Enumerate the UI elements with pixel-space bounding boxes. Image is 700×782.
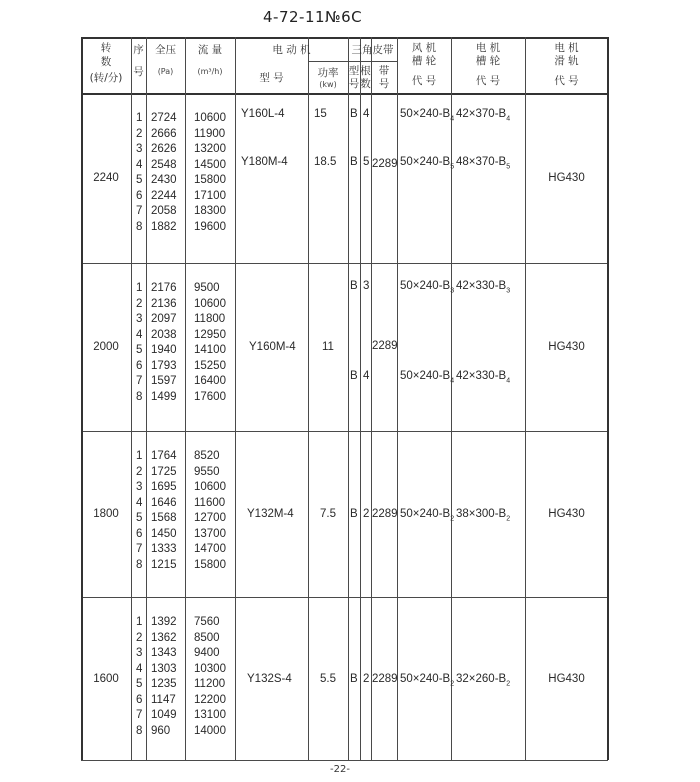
cell-text: 1: [136, 112, 143, 124]
fan-pulley-code: [400, 279, 454, 298]
fan-pulley-code: [400, 155, 454, 174]
cell-text: 1882: [151, 220, 177, 233]
cell-text: 2000: [93, 341, 119, 353]
cell-text: 1: [136, 450, 143, 462]
cell-text: 8: [136, 390, 143, 403]
cell-text: 3: [136, 481, 143, 493]
cell-text: 8: [136, 558, 143, 571]
cell-text: 1303: [151, 662, 177, 675]
cell-text: 12200: [194, 693, 226, 706]
cell-text: 1499: [151, 390, 177, 403]
header-bottom-border: [81, 93, 608, 95]
cell-text: 4: [136, 158, 143, 171]
motor-pulley-code-code: 48×370-B: [456, 156, 507, 168]
table-side-border: [607, 37, 609, 760]
fan-pulley-code-code: 50×240-B: [400, 156, 451, 168]
cell-text: 1450: [151, 527, 177, 540]
cell-text: 5: [136, 174, 143, 186]
cell-text: HG430: [548, 172, 585, 184]
cell-text: B: [350, 108, 358, 120]
cell-text: 6: [136, 359, 143, 372]
page-number: -22-: [330, 764, 350, 775]
cell-text: 14100: [194, 344, 226, 356]
cell-text: 槽 轮: [475, 55, 501, 67]
cell-text: 6: [136, 527, 143, 540]
cell-text: 风 机: [411, 42, 437, 54]
cell-text: 9400: [194, 647, 220, 659]
cell-text: 2: [363, 508, 370, 520]
motor-pulley-code-subscript: 5: [506, 163, 511, 171]
fan-pulley-code-subscript: 3: [450, 287, 455, 295]
column-divider: [525, 37, 526, 760]
motor-pulley-code: [456, 107, 510, 126]
column-divider: [308, 37, 309, 760]
cell-text: 流 量: [197, 44, 223, 56]
motor-pulley-code-code: 32×260-B: [456, 672, 507, 685]
group-divider: [81, 760, 608, 761]
cell-text: 3: [136, 647, 143, 659]
cell-text: 4: [136, 662, 143, 675]
cell-text: 7: [136, 375, 143, 387]
cell-text: 转: [100, 42, 112, 54]
cell-text: 11800: [194, 313, 226, 325]
cell-text: 13100: [194, 709, 226, 721]
cell-text: 11600: [194, 496, 226, 509]
cell-text: 7560: [194, 616, 220, 628]
motor-pulley-code-subscript: 4: [506, 377, 511, 385]
cell-text: 5: [136, 678, 143, 690]
cell-text: 17600: [194, 390, 226, 403]
motor-pulley-code: [456, 672, 510, 691]
cell-text: 15800: [194, 558, 226, 571]
cell-text: 7.5: [320, 508, 336, 520]
column-divider: [360, 37, 361, 760]
cell-text: 13200: [194, 143, 226, 155]
cell-text: 1600: [93, 672, 119, 685]
cell-text: Y160M-4: [249, 341, 296, 353]
fan-pulley-code-code: 50×240-B: [400, 370, 451, 382]
cell-text: (kw): [319, 80, 337, 89]
motor-pulley-code-code: 42×370-B: [456, 108, 507, 120]
cell-text: 10600: [194, 112, 226, 124]
cell-text: B: [350, 672, 358, 685]
cell-text: 根: [360, 65, 371, 77]
cell-text: 1646: [151, 496, 177, 509]
cell-text: 7: [136, 543, 143, 555]
cell-text: HG430: [548, 672, 585, 685]
cell-text: 序: [133, 44, 144, 56]
cell-text: 2289: [372, 508, 398, 520]
cell-text: 代 号: [554, 75, 579, 87]
cell-text: 3: [136, 143, 143, 155]
cell-text: 15800: [194, 174, 226, 186]
motor-pulley-code-subscript: 3: [506, 287, 511, 295]
fan-pulley-code-subscript: 5: [450, 163, 455, 171]
cell-text: 12700: [194, 512, 226, 524]
cell-text: 5.5: [320, 672, 336, 685]
column-divider: [185, 37, 186, 760]
fan-pulley-code-code: 50×240-B: [400, 280, 451, 292]
cell-text: 2289: [372, 672, 398, 685]
cell-text: 1764: [151, 450, 177, 462]
cell-text: 2: [363, 672, 370, 685]
motor-pulley-code: [456, 507, 510, 526]
fan-pulley-code-code: 50×240-B: [400, 672, 451, 685]
group-divider: [81, 431, 608, 432]
cell-text: 2626: [151, 143, 177, 155]
cell-text: B: [350, 280, 358, 292]
motor-pulley-code-subscript: 4: [506, 115, 511, 123]
cell-text: 2136: [151, 297, 177, 310]
cell-text: B: [350, 156, 358, 168]
fan-pulley-code-code: 50×240-B: [400, 108, 451, 120]
table-top-border: [81, 37, 608, 39]
cell-text: 1: [136, 616, 143, 628]
cell-text: 10600: [194, 481, 226, 493]
cell-text: 全压: [155, 44, 176, 56]
motor-pulley-code-subscript: 2: [506, 515, 511, 523]
cell-text: 11200: [194, 678, 226, 690]
cell-text: 1049: [151, 709, 177, 721]
cell-text: 4: [363, 108, 370, 120]
cell-text: 数: [100, 56, 112, 68]
cell-text: 1940: [151, 344, 177, 356]
cell-text: 19600: [194, 220, 226, 233]
cell-text: 1568: [151, 512, 177, 524]
cell-text: B: [350, 370, 358, 382]
motor-pulley-code-subscript: 2: [506, 679, 511, 687]
motor-pulley-code: [456, 279, 510, 298]
cell-text: 8500: [194, 631, 220, 644]
cell-text: 1: [136, 282, 143, 294]
cell-text: 5: [136, 512, 143, 524]
fan-pulley-code: [400, 507, 454, 526]
cell-text: 15250: [194, 359, 226, 372]
cell-text: 号: [378, 78, 390, 90]
motor-pulley-code-code: 42×330-B: [456, 370, 507, 382]
cell-text: 11900: [194, 127, 226, 140]
cell-text: 13700: [194, 527, 226, 540]
cell-text: 2: [136, 631, 143, 644]
cell-text: 2: [136, 297, 143, 310]
cell-text: 16400: [194, 375, 226, 387]
cell-text: HG430: [548, 508, 585, 520]
cell-text: 号: [348, 78, 360, 90]
cell-text: (Pa): [157, 67, 174, 76]
cell-text: HG430: [548, 341, 585, 353]
cell-text: 号: [133, 66, 144, 78]
cell-text: 2724: [151, 112, 177, 124]
cell-text: 电 机: [554, 42, 579, 54]
cell-text: 型: [348, 65, 360, 77]
cell-text: 2: [136, 127, 143, 140]
cell-text: 2289: [372, 158, 398, 170]
cell-text: 14000: [194, 724, 226, 737]
group-divider: [81, 263, 608, 264]
cell-text: 4: [363, 370, 370, 382]
cell-text: B: [350, 508, 358, 520]
cell-text: 2240: [93, 172, 119, 184]
cell-text: 1333: [151, 543, 177, 555]
cell-text: Y132M-4: [247, 508, 294, 520]
cell-text: (m³/h): [197, 67, 223, 76]
cell-text: 2: [136, 465, 143, 478]
cell-text: Y160L-4: [241, 108, 285, 120]
column-divider: [131, 37, 132, 760]
cell-text: 10600: [194, 297, 226, 310]
cell-text: Y180M-4: [241, 156, 288, 168]
cell-text: 1147: [151, 693, 176, 706]
cell-text: 代 号: [475, 75, 501, 87]
cell-text: 3: [363, 280, 370, 292]
cell-text: 15: [314, 108, 327, 120]
column-divider: [146, 37, 147, 760]
cell-text: 滑 轨: [554, 55, 579, 67]
cell-text: 12950: [194, 328, 226, 341]
cell-text: 电 动 机: [272, 44, 311, 56]
fan-pulley-code-subscript: 2: [450, 515, 455, 523]
motor-pulley-code: [456, 155, 510, 174]
cell-text: 1597: [151, 375, 177, 387]
cell-text: 7: [136, 205, 143, 217]
cell-text: 1695: [151, 481, 177, 493]
cell-text: 4: [136, 328, 143, 341]
column-divider: [235, 37, 236, 760]
cell-text: 14500: [194, 158, 226, 171]
cell-text: 电 机: [475, 42, 501, 54]
column-divider: [371, 37, 372, 760]
cell-text: 17100: [194, 189, 226, 202]
table-side-border: [81, 37, 83, 760]
cell-text: 2289: [372, 340, 398, 352]
cell-text: 8: [136, 220, 143, 233]
cell-text: 2038: [151, 328, 177, 341]
cell-text: 1725: [151, 465, 177, 478]
column-divider: [348, 37, 349, 760]
column-divider: [450, 37, 455, 760]
fan-performance-table: [81, 37, 608, 760]
cell-text: 2058: [151, 205, 177, 217]
page-title: 4-72-11№6C: [263, 8, 363, 26]
cell-text: 2176: [151, 282, 177, 294]
fan-pulley-code-code: 50×240-B: [400, 508, 451, 520]
cell-text: 960: [151, 724, 171, 737]
fan-pulley-code-subscript: 4: [450, 115, 455, 123]
motor-pulley-code-code: 42×330-B: [456, 280, 507, 292]
cell-text: 1800: [93, 508, 119, 520]
cell-text: 14700: [194, 543, 226, 555]
fan-pulley-code: [400, 369, 454, 388]
cell-text: 2430: [151, 174, 177, 186]
column-divider: [397, 37, 398, 760]
cell-text: 10300: [194, 662, 226, 675]
cell-text: 1362: [151, 631, 177, 644]
cell-text: Y132S-4: [247, 672, 292, 685]
cell-text: 1235: [151, 678, 177, 690]
group-divider: [81, 597, 608, 598]
cell-text: 槽 轮: [411, 55, 437, 67]
cell-text: 2666: [151, 127, 177, 140]
cell-text: 带: [378, 65, 390, 77]
cell-text: 1793: [151, 359, 177, 372]
cell-text: 2548: [151, 158, 177, 171]
cell-text: 代 号: [411, 75, 437, 87]
cell-text: 5: [363, 156, 370, 168]
cell-text: 4: [136, 496, 143, 509]
cell-text: 7: [136, 709, 143, 721]
cell-text: 1343: [151, 647, 177, 659]
cell-text: 1392: [151, 616, 177, 628]
cell-text: 2244: [151, 189, 177, 202]
header-sub-divider: [308, 61, 397, 62]
cell-text: 6: [136, 693, 143, 706]
cell-text: 8: [136, 724, 143, 737]
fan-pulley-code: [400, 672, 454, 691]
cell-text: 型 号: [259, 72, 284, 84]
cell-text: 3: [136, 313, 143, 325]
motor-pulley-code-code: 38×300-B: [456, 508, 507, 520]
cell-text: 2097: [151, 313, 177, 325]
cell-text: 8520: [194, 450, 220, 462]
cell-text: 1215: [151, 558, 177, 571]
motor-pulley-code: [456, 369, 510, 388]
cell-text: 11: [322, 341, 334, 353]
cell-text: 数: [360, 78, 371, 90]
cell-text: 6: [136, 189, 143, 202]
cell-text: 9550: [194, 465, 220, 478]
cell-text: 9500: [194, 282, 220, 294]
fan-pulley-code-subscript: 4: [450, 377, 455, 385]
cell-text: (转/分): [89, 72, 123, 84]
cell-text: 18300: [194, 205, 226, 217]
cell-text: 5: [136, 344, 143, 356]
fan-pulley-code: [400, 107, 454, 126]
cell-text: 功率: [317, 67, 339, 79]
cell-text: 三角皮带: [351, 44, 394, 56]
cell-text: 18.5: [314, 156, 337, 168]
fan-pulley-code-subscript: 2: [450, 679, 455, 687]
